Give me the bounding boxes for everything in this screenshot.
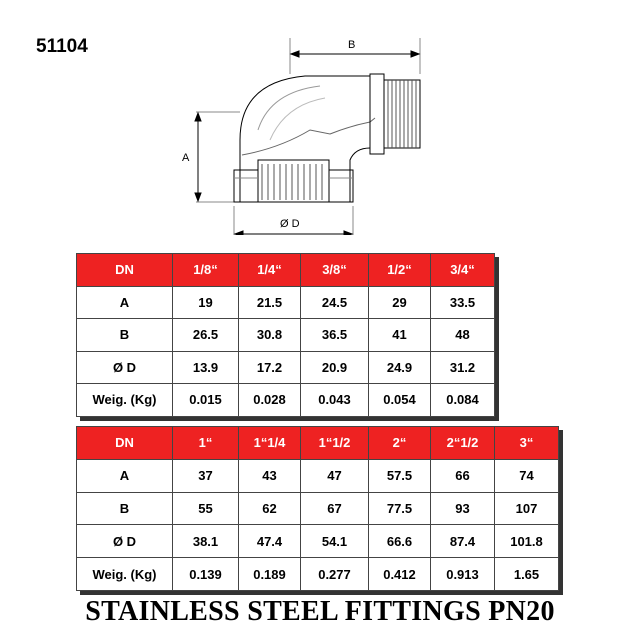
table-cell: 17.2 [239,351,301,384]
row-label: B [77,492,173,525]
header-cell: 1“1/4 [239,427,301,460]
hex-collar [370,74,384,154]
row-label: Ø D [77,351,173,384]
table-cell: 19 [173,286,239,319]
table-cell: 38.1 [173,525,239,558]
header-cell: 1/8“ [173,254,239,287]
table-cell: 31.2 [431,351,495,384]
table-cell: 29 [369,286,431,319]
table-row [77,351,495,384]
table-cell: 0.054 [369,384,431,417]
header-cell: 1/4“ [239,254,301,287]
table-row [77,286,495,319]
header-cell: 1“ [173,427,239,460]
elbow-fitting-drawing [170,30,450,235]
table-cell: 66 [431,459,495,492]
table-cell: 0.412 [369,558,431,591]
table-cell: 101.8 [495,525,559,558]
row-label: B [77,319,173,352]
table-cell: 37 [173,459,239,492]
table-cell: 0.028 [239,384,301,417]
table-cell: 33.5 [431,286,495,319]
table-cell: 0.189 [239,558,301,591]
dim-a-arrow-top [195,113,201,121]
table-cell: 43 [239,459,301,492]
table-cell: 20.9 [301,351,369,384]
socket-bore [258,160,329,202]
table-cell: 62 [239,492,301,525]
row-label: A [77,459,173,492]
header-cell: DN [77,254,173,287]
dimensions-table-small [76,253,495,417]
table-cell: 0.139 [173,558,239,591]
header-cell: 3/8“ [301,254,369,287]
table-cell: 30.8 [239,319,301,352]
table-cell: 26.5 [173,319,239,352]
elbow-shading-2 [270,98,325,140]
header-cell: 2“1/2 [431,427,495,460]
table-cell: 47.4 [239,525,301,558]
header-cell: DN [77,427,173,460]
table-cell: 24.9 [369,351,431,384]
table-row [77,459,559,492]
cutaway-line [242,118,375,155]
table-row [77,384,495,417]
table-header-row [77,427,559,460]
table-cell: 0.084 [431,384,495,417]
product-code: 51104 [36,36,88,57]
row-label: Weig. (Kg) [77,558,173,591]
table-cell: 57.5 [369,459,431,492]
header-cell: 3/4“ [431,254,495,287]
table-cell: 0.277 [301,558,369,591]
table-cell: 74 [495,459,559,492]
dimensions-table-large [76,426,559,591]
table-cell: 107 [495,492,559,525]
table-cell: 1.65 [495,558,559,591]
table-cell: 0.913 [431,558,495,591]
dim-b-arrow-right [411,51,419,57]
table-cell: 67 [301,492,369,525]
dim-d-arrow-left [235,231,243,235]
dim-b-label: B [348,39,356,51]
header-cell: 1“1/2 [301,427,369,460]
row-label: Ø D [77,525,173,558]
table-cell: 87.4 [431,525,495,558]
table-cell: 48 [431,319,495,352]
header-cell: 3“ [495,427,559,460]
table-cell: 36.5 [301,319,369,352]
male-thread-body [384,80,420,148]
table-row [77,319,495,352]
table-cell: 55 [173,492,239,525]
header-cell: 1/2“ [369,254,431,287]
dim-a-arrow-bottom [195,193,201,201]
dim-b-arrow-left [291,51,299,57]
table-row [77,525,559,558]
table-cell: 0.043 [301,384,369,417]
elbow-shading-1 [258,86,320,130]
table-cell: 47 [301,459,369,492]
table-cell: 24.5 [301,286,369,319]
dim-d-label: Ø D [280,218,300,230]
row-label: Weig. (Kg) [77,384,173,417]
dim-a-label: A [182,152,190,164]
table-cell: 77.5 [369,492,431,525]
table-row [77,492,559,525]
table-cell: 0.015 [173,384,239,417]
footer-title: STAINLESS STEEL FITTINGS PN20 [85,596,555,627]
table-cell: 66.6 [369,525,431,558]
table-header-row [77,254,495,287]
table-cell: 21.5 [239,286,301,319]
table-cell: 54.1 [301,525,369,558]
row-label: A [77,286,173,319]
table-row [77,558,559,591]
table-cell: 93 [431,492,495,525]
table-cell: 13.9 [173,351,239,384]
male-threads [388,80,416,148]
header-cell: 2“ [369,427,431,460]
table-cell: 41 [369,319,431,352]
dim-d-arrow-right [344,231,352,235]
